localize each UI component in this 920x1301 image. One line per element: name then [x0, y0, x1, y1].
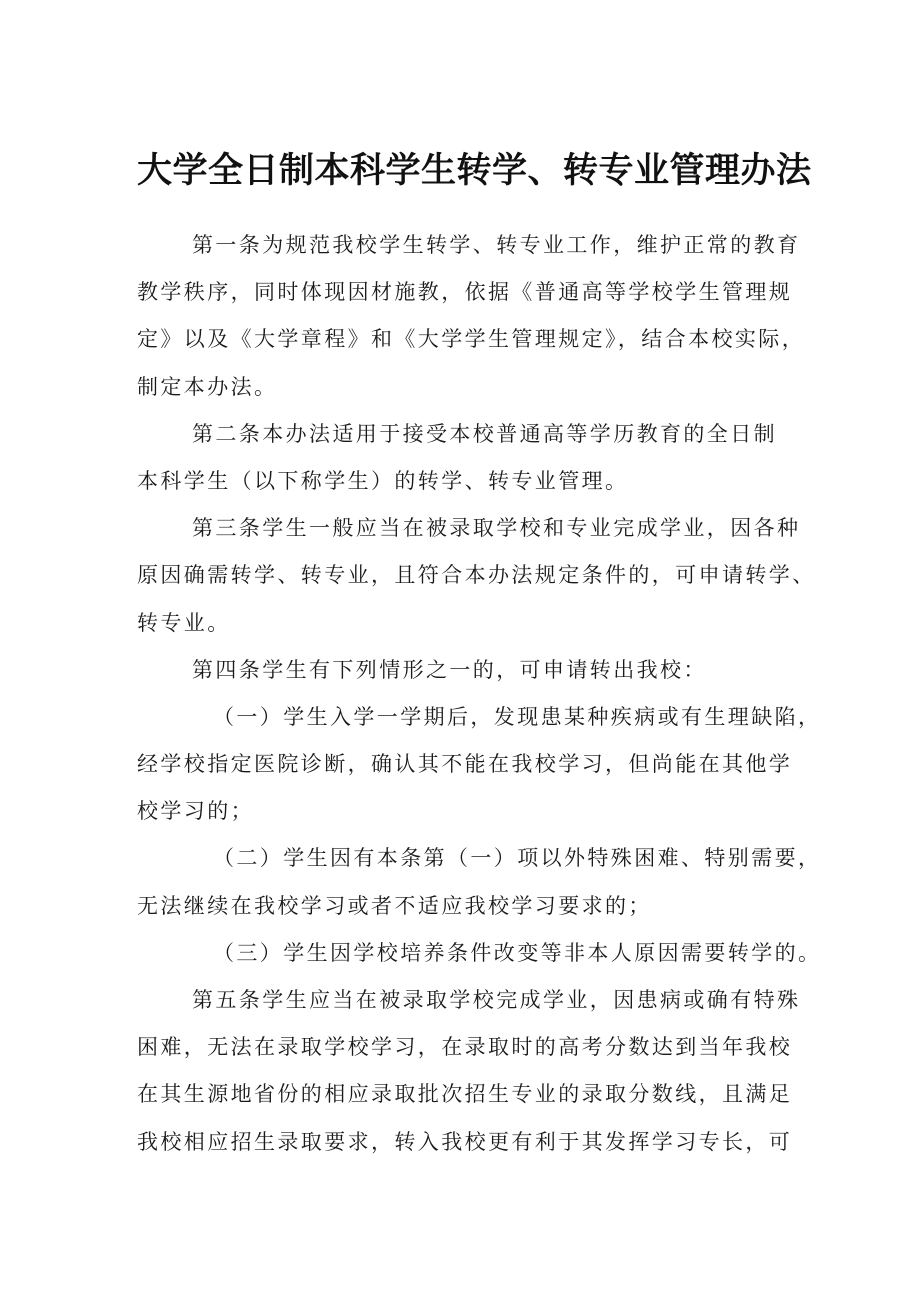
article-4-item-2-line-2: 无法继续在我校学习或者不适应我校学习要求的； [137, 893, 652, 918]
article-1-line-4: 制定本办法。 [137, 374, 278, 399]
article-5-line-1: 第五条学生应当在被录取学校完成学业，因患病或确有特殊 [192, 988, 801, 1012]
document-body [137, 222, 822, 1166]
article-4-item-2-line-1: （二）学生因有本条第（一）项以外特殊困难、特别需要， [213, 846, 822, 871]
article-3-line-2: 原因确需转学、转专业，且符合本办法规定条件的，可申请转学、 [137, 563, 816, 588]
article-4-item-1-line-1: （一）学生入学一学期后，发现患某种疾病或有生理缺陷， [213, 704, 822, 729]
document-title: 大学全日制本科学生转学、转专业管理办法 [137, 151, 812, 191]
article-3-line-3: 转专业。 [137, 610, 231, 635]
article-4-item-3-line-1: （三）学生因学校培养条件改变等非本人原因需要转学的。 [213, 940, 822, 965]
article-1-line-1: 第一条为规范我校学生转学、转专业工作，维护正常的教育 [192, 233, 801, 257]
article-4-line-1: 第四条学生有下列情形之一的，可申请转出我校： [192, 657, 707, 682]
article-3-line-1: 第三条学生一般应当在被录取学校和专业完成学业，因各种 [192, 516, 801, 541]
article-4-item-1-line-2: 经学校指定医院诊断，确认其不能在我校学习，但尚能在其他学 [137, 752, 793, 777]
article-5-line-4: 我校相应招生录取要求，转入我校更有利于其发挥学习专长，可 [137, 1129, 793, 1154]
article-4-item-1-line-3: 校学习的； [137, 799, 254, 824]
article-5-line-3: 在其生源地省份的相应录取批次招生专业的录取分数线，且满足 [137, 1082, 793, 1107]
article-2-line-2: 本科学生（以下称学生）的转学、转专业管理。 [137, 468, 629, 493]
article-1-line-2: 教学秩序，同时体现因材施教，依据《普通高等学校学生管理规 [137, 280, 793, 305]
article-1-line-3: 定》以及《大学章程》和《大学学生管理规定》，结合本校实际， [137, 327, 806, 352]
article-2-line-1: 第二条本办法适用于接受本校普通高等学历教育的全日制 [192, 421, 777, 446]
article-5-line-2: 困难，无法在录取学校学习，在录取时的高考分数达到当年我校 [137, 1035, 793, 1060]
